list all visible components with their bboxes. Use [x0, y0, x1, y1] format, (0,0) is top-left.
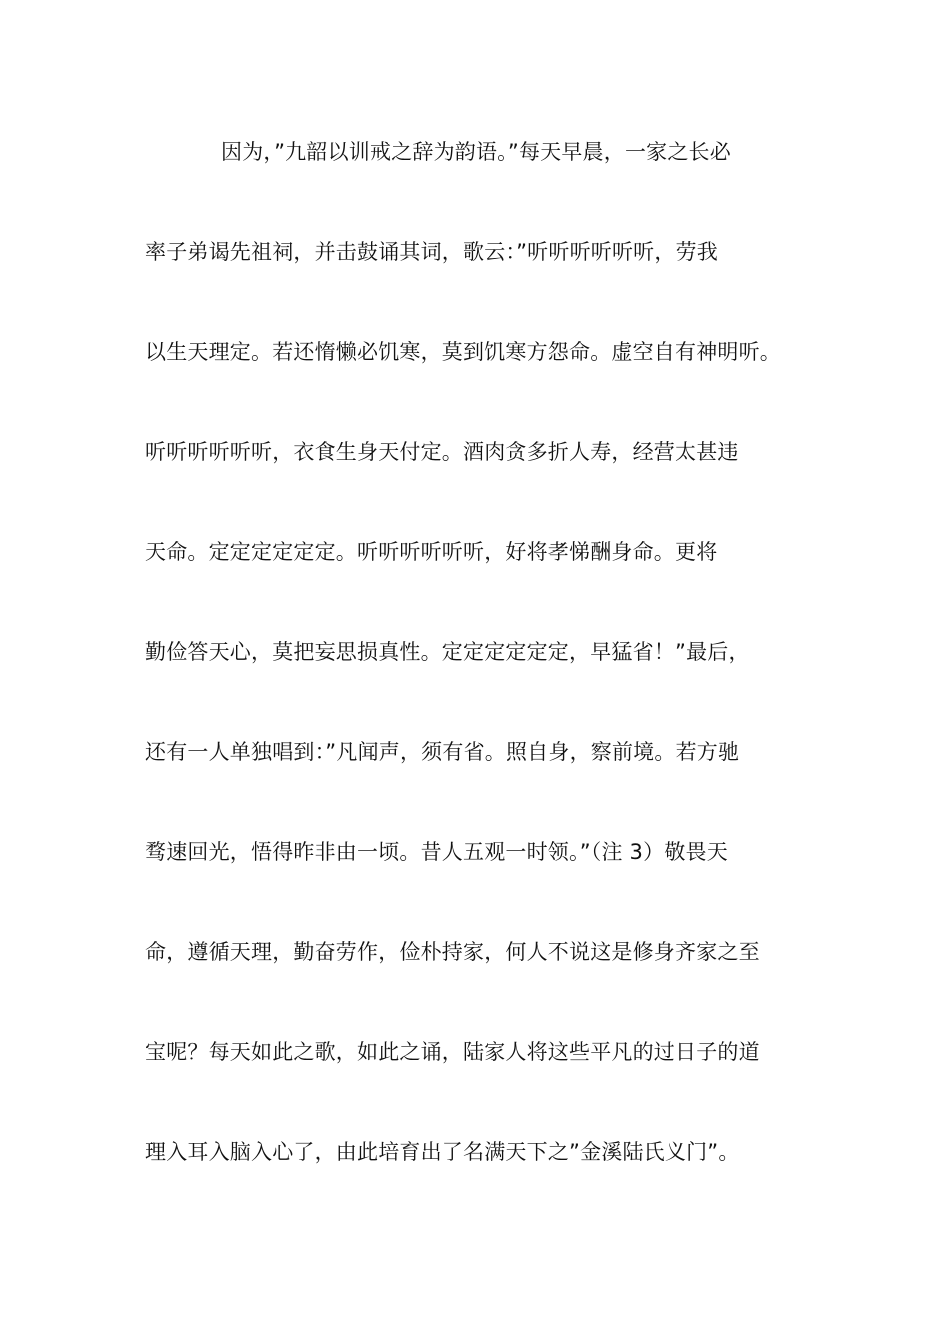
paragraph-line: 还有一人单独唱到：”凡闻声，须有省。照自身，察前境。若方驰	[145, 740, 740, 764]
paragraph-line: 理入耳入脑入心了，由此培育出了名满天下之”金溪陆氏义门”。	[145, 1140, 740, 1164]
paragraph-line: 以生天理定。若还惰懒必饥寒，莫到饥寒方怨命。虚空自有神明听。	[145, 340, 781, 364]
paragraph-line: 宝呢？每天如此之歌，如此之诵，陆家人将这些平凡的过日子的道	[145, 1040, 760, 1064]
paragraph-line: 命，遵循天理，勤奋劳作，俭朴持家，何人不说这是修身齐家之至	[145, 940, 760, 964]
paragraph-line: 骛速回光，悟得昨非由一顷。昔人五观一时领。”（注 3）敬畏天	[145, 840, 728, 864]
paragraph-line: 天命。定定定定定定。听听听听听听，好将孝悌酬身命。更将	[145, 540, 718, 564]
paragraph-line: 因为，”九韶以训戒之辞为韵语。”每天早晨，一家之长必	[221, 140, 731, 164]
paragraph-line: 听听听听听听，衣食生身天付定。酒肉贪多折人寿，经营太甚违	[145, 440, 739, 464]
paragraph-line: 率子弟谒先祖祠，并击鼓诵其词，歌云：”听听听听听听，劳我	[145, 240, 718, 264]
paragraph-line: 勤俭答天心，莫把妄思损真性。定定定定定定，早猛省！”最后，	[145, 640, 750, 664]
body-paragraph	[145, 132, 825, 1232]
